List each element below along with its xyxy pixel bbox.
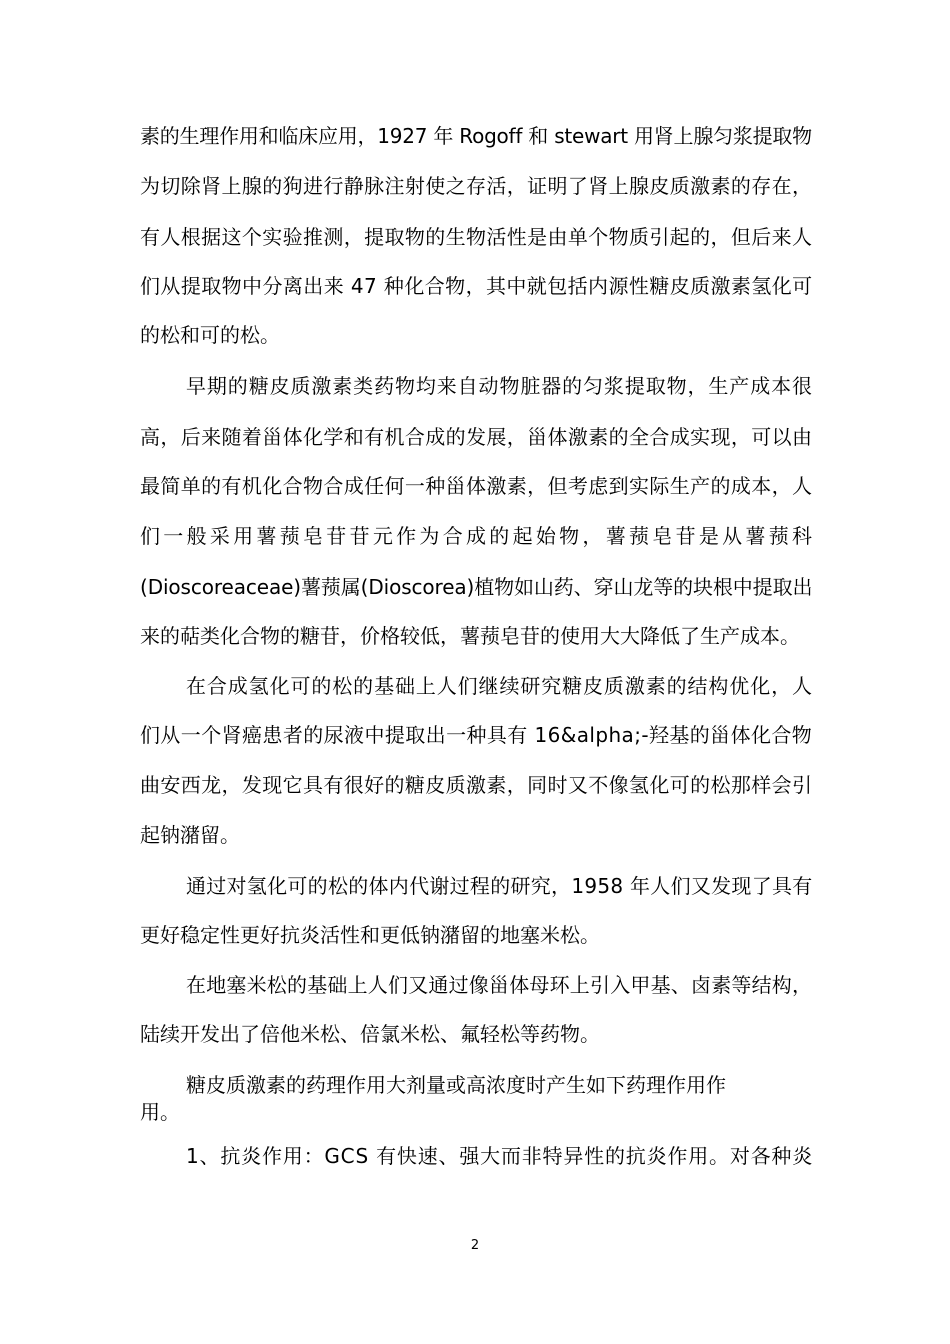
text-line: 起钠潴留。: [140, 823, 240, 847]
text-line: (Dioscoreaceae)薯蓣属(Dioscorea)植物如山药、穿山龙等的块根中提取出: [140, 575, 813, 599]
text-line: 糖皮质激素的药理作用大剂量或高浓度时产生如下药理作用作: [186, 1073, 726, 1097]
text-line: 最简单的有机化合物合成任何一种甾体激素，但考虑到实际生产的成本，人: [140, 474, 813, 498]
text-line: 在合成氢化可的松的基础上人们继续研究糖皮质激素的结构优化，人: [186, 674, 813, 698]
text-line: 们一般采用薯蓣皂苷苷元作为合成的起始物，薯蓣皂苷是从薯蓣科: [140, 524, 816, 548]
text-line: 曲安西龙，发现它具有很好的糖皮质激素，同时又不像氢化可的松那样会引: [140, 773, 813, 797]
text-line: 通过对氢化可的松的体内代谢过程的研究，1958 年人们又发现了具有: [186, 874, 813, 898]
text-line: 高，后来随着甾体化学和有机合成的发展，甾体激素的全合成实现，可以由: [140, 425, 813, 449]
text-line: 的松和可的松。: [140, 323, 280, 347]
text-line: 陆续开发出了倍他米松、倍氯米松、氟轻松等药物。: [140, 1022, 600, 1046]
text-line: 早期的糖皮质激素类药物均来自动物脏器的匀浆提取物，生产成本很: [186, 374, 813, 398]
text-line: 用。: [140, 1100, 180, 1124]
text-line: 在地塞米松的基础上人们又通过像甾体母环上引入甲基、卤素等结构，: [186, 973, 813, 997]
text-line: 1、抗炎作用：GCS 有快速、强大而非特异性的抗炎作用。对各种炎: [186, 1144, 814, 1168]
text-line: 们从提取物中分离出来 47 种化合物，其中就包括内源性糖皮质激素氢化可: [140, 274, 813, 298]
page-number: 2: [470, 1238, 480, 1253]
text-line: 更好稳定性更好抗炎活性和更低钠潴留的地塞米松。: [140, 923, 600, 947]
text-line: 有人根据这个实验推测，提取物的生物活性是由单个物质引起的，但后来人: [140, 225, 813, 249]
text-line: 为切除肾上腺的狗进行静脉注射使之存活，证明了肾上腺皮质激素的存在，: [140, 174, 813, 198]
text-line: 们从一个肾癌患者的尿液中提取出一种具有 16&alpha;-羟基的甾体化合物: [140, 723, 813, 747]
text-line: 素的生理作用和临床应用，1927 年 Rogoff 和 stewart 用肾上腺匀浆提取物: [140, 124, 812, 148]
text-line: 来的萜类化合物的糖苷，价格较低，薯蓣皂苷的使用大大降低了生产成本。: [140, 624, 800, 648]
